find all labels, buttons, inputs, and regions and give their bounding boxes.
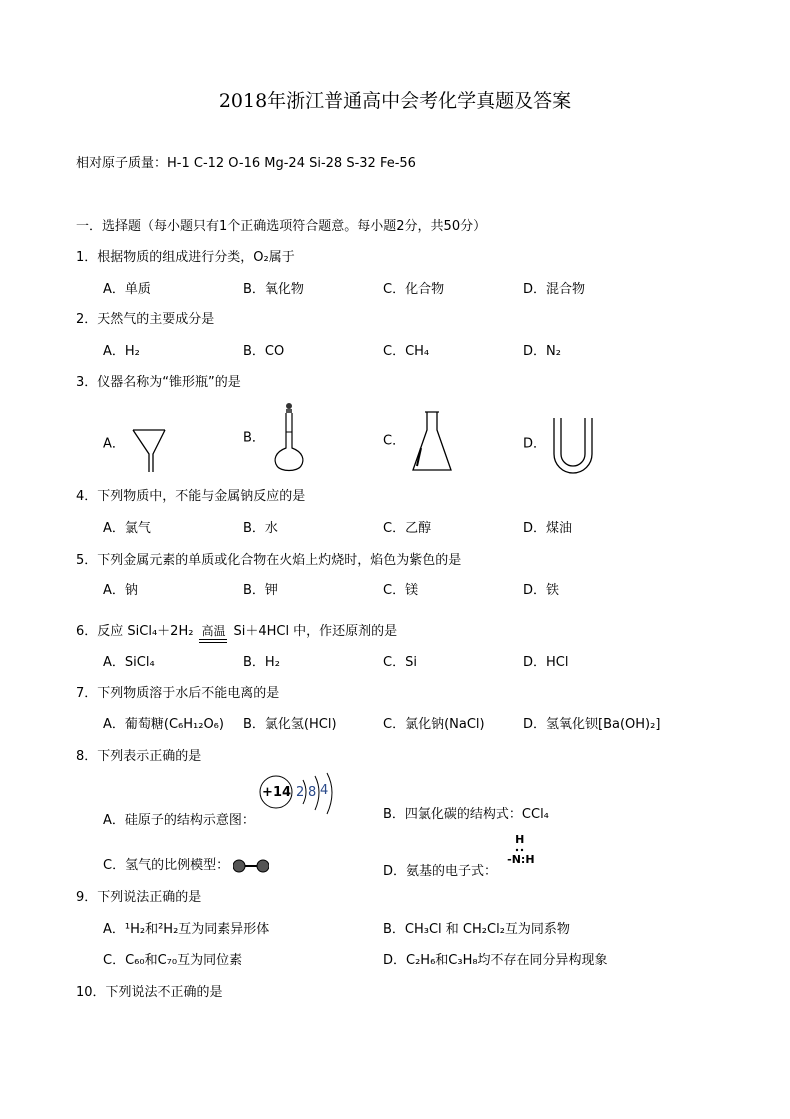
option-c: C．氢气的比例模型： <box>103 857 383 881</box>
option-b: B．CH₃Cl 和 CH₂Cl₂互为同系物 <box>383 922 570 937</box>
option-d: D．煤油 <box>523 521 573 536</box>
question-2-options <box>103 343 663 361</box>
question-6-options <box>103 654 663 672</box>
option-a: A．SiCl₄ <box>103 655 155 670</box>
question-3: 3．仪器名称为“锥形瓶”的是 <box>76 375 241 390</box>
question-8-options-ab <box>103 783 663 830</box>
volumetric-flask-icon <box>269 402 309 474</box>
option-a: A．硅原子的结构示意图： +14 2 8 4 <box>103 806 383 830</box>
option-d: D．N₂ <box>523 344 561 359</box>
option-a: A．H₂ <box>103 344 140 359</box>
option-a: A． <box>103 414 243 474</box>
option-a: A．¹H₂和²H₂互为同素异形体 <box>103 922 270 937</box>
question-1-options <box>103 281 663 299</box>
option-b: B．四氯化碳的结构式：CCl₄ <box>383 807 549 822</box>
option-c: C．CH₄ <box>383 344 430 359</box>
option-c: C．乙醇 <box>383 521 432 536</box>
option-d: D． <box>523 414 663 474</box>
question-5: 5．下列金属元素的单质或化合物在火焰上灼烧时，焰色为紫色的是 <box>76 553 462 568</box>
option-a: A．钠 <box>103 583 138 598</box>
option-a: A．氯气 <box>103 521 151 536</box>
option-d: D．混合物 <box>523 282 586 297</box>
silicon-atom-diagram: +14 2 8 4 <box>259 806 349 824</box>
electron-pair-dots <box>515 848 525 852</box>
option-c: C．Si <box>383 655 417 670</box>
option-b: B．氯化氢(HCl) <box>243 717 337 732</box>
question-4-options <box>103 520 663 538</box>
question-6: 6．反应 SiCl₄＋2H₂ 高温 Si＋4HCl 中，作还原剂的是 <box>76 623 397 643</box>
question-9-options-ab <box>103 921 663 939</box>
conical-flask-icon <box>409 408 455 474</box>
option-c: C．化合物 <box>383 282 445 297</box>
option-c: C．氯化钠(NaCl) <box>383 717 485 732</box>
question-8: 8．下列表示正确的是 <box>76 749 202 764</box>
question-2: 2．天然气的主要成分是 <box>76 312 215 327</box>
option-d: D．氢氧化钡[Ba(OH)₂] <box>523 717 661 732</box>
question-3-options <box>103 398 663 474</box>
option-b: B．H₂ <box>243 655 280 670</box>
option-c: C．C₆₀和C₇₀互为同位素 <box>103 953 243 968</box>
question-9: 9．下列说法正确的是 <box>76 890 202 905</box>
reaction-condition: 高温 <box>199 639 227 643</box>
option-d: D．氨基的电子式： H -N:H <box>383 857 663 881</box>
option-d: D．铁 <box>523 583 560 598</box>
question-8-options-cd <box>103 833 663 881</box>
option-c: C． <box>383 408 523 474</box>
question-1: 1．根据物质的组成进行分类，O₂属于 <box>76 250 295 265</box>
question-4: 4．下列物质中，不能与金属钠反应的是 <box>76 489 306 504</box>
funnel-icon <box>129 414 169 474</box>
hydrogen-molecule-model <box>233 859 269 873</box>
option-b: B． <box>243 402 383 474</box>
option-d: D．C₂H₆和C₃H₈均不存在同分异构现象 <box>383 953 608 968</box>
option-b: B．CO <box>243 344 285 359</box>
document-title: 2018年浙江普通高中会考化学真题及答案 <box>218 90 572 112</box>
option-b: B．钾 <box>243 583 278 598</box>
atomic-masses: 相对原子质量：H-1 C-12 O-16 Mg-24 Si-28 S-32 Fe-56 <box>76 156 416 171</box>
question-10: 10．下列说法不正确的是 <box>76 985 223 1000</box>
option-b: B．氧化物 <box>243 282 304 297</box>
option-b: B．水 <box>243 521 278 536</box>
option-c: C．镁 <box>383 583 419 598</box>
question-5-options <box>103 582 663 600</box>
option-a: A．单质 <box>103 282 151 297</box>
section-heading: 一．选择题（每小题只有1个正确选项符合题意。每小题2分，共50分） <box>76 219 487 234</box>
question-7: 7．下列物质溶于水后不能电离的是 <box>76 686 280 701</box>
question-7-options <box>103 716 663 734</box>
amino-electron-formula: H -N:H <box>507 833 535 866</box>
question-9-options-cd <box>103 952 663 970</box>
u-tube-icon <box>550 414 596 474</box>
option-a: A．葡萄糖(C₆H₁₂O₆) <box>103 717 224 732</box>
option-d: D．HCl <box>523 655 569 670</box>
